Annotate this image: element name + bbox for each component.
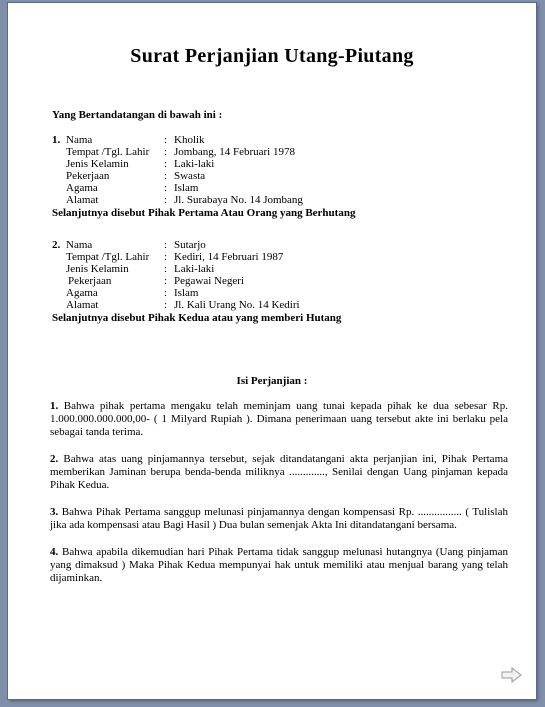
field-colon: : [164, 182, 168, 194]
clause-number: 4. [50, 546, 59, 558]
field-value: Laki-laki [174, 263, 215, 275]
field-row [52, 194, 355, 206]
field-label: Nama [66, 239, 93, 251]
clause-number: 1. [50, 400, 59, 412]
field-row [52, 287, 341, 299]
field-label: Jenis Kelamin [66, 263, 129, 275]
clause-item [50, 453, 508, 492]
field-colon: : [164, 251, 168, 263]
party-1 [52, 134, 355, 219]
field-value: Pegawai Negeri [174, 275, 244, 287]
field-colon: : [164, 239, 168, 251]
field-colon: : [164, 194, 168, 206]
clause-item [50, 546, 508, 585]
party-number: 1. [52, 134, 61, 146]
field-label: Agama [66, 182, 98, 194]
field-colon: : [164, 263, 168, 275]
field-label: Alamat [66, 299, 99, 311]
field-label: Jenis Kelamin [66, 158, 129, 170]
party-2 [52, 239, 341, 324]
field-colon: : [164, 287, 168, 299]
party-closing: Selanjutnya disebut Pihak Pertama Atau Orang yang Berhutang [52, 207, 356, 219]
intro-text: Yang Bertandatangan di bawah ini : [52, 109, 223, 121]
field-value: Islam [174, 287, 199, 299]
field-colon: : [164, 299, 168, 311]
clause-number: 2. [50, 453, 59, 465]
field-label: Agama [66, 287, 98, 299]
field-row [52, 251, 341, 263]
field-row [52, 299, 341, 311]
field-value: Laki-laki [174, 158, 215, 170]
field-colon: : [164, 275, 168, 287]
clause-list [50, 400, 508, 599]
field-label: Tempat /Tgl. Lahir [66, 146, 150, 158]
field-colon: : [164, 158, 168, 170]
field-label: Pekerjaan [68, 275, 112, 287]
field-value: Kediri, 14 Februari 1987 [174, 251, 284, 263]
field-label: Nama [66, 134, 93, 146]
field-row [52, 263, 341, 275]
field-label: Pekerjaan [66, 170, 110, 182]
field-value: Jl. Surabaya No. 14 Jombang [174, 194, 303, 206]
party-closing: Selanjutnya disebut Pihak Kedua atau yang memberi Hutang [52, 312, 342, 324]
field-row [52, 239, 341, 251]
clause-item [50, 506, 508, 532]
clause-text: Bahwa apabila dikemudian hari Pihak Pertama tidak sanggup melunasi hutangnya (Uang pinjaman yang dimaksud ) Maka Pihak Kedua mempunyai hak untuk memiliki atau menjual barang yang telah dijaminkan. [50, 546, 508, 584]
field-colon: : [164, 170, 168, 182]
field-value: Jombang, 14 Februari 1978 [174, 146, 295, 158]
field-value: Kholik [174, 134, 205, 146]
field-colon: : [164, 134, 168, 146]
field-value: Jl. Kali Urang No. 14 Kediri [174, 299, 300, 311]
field-row [52, 170, 355, 182]
document-page [8, 3, 536, 699]
clause-text: Bahwa pihak pertama mengaku telah meminjam uang tunai kepada pihak ke dua sebesar Rp. 1.000.000.000.000,00- ( 1 Milyard Rupiah ). Dimana penerimaan uang tersebut akte ini berlaku pela sebagai tanda terima. [50, 400, 508, 438]
clause-item [50, 400, 508, 439]
party-number: 2. [52, 239, 61, 251]
clause-number: 3. [50, 506, 59, 518]
clause-text: Bahwa atas uang pinjamannya tersebut, sejak ditandatangani akta perjanjian ini, Pihak Pertama memberikan Jaminan berupa benda-benda miliknya ............., Senilai dengan Uang pinjaman kepada Pihak Kedua. [50, 453, 509, 491]
document-title: Surat Perjanjian Utang-Piutang [130, 45, 414, 67]
field-label: Tempat /Tgl. Lahir [66, 251, 150, 263]
field-row [52, 182, 355, 194]
field-row [52, 134, 355, 146]
field-row [52, 158, 355, 170]
field-row [52, 146, 355, 158]
next-page-arrow-icon[interactable] [500, 665, 524, 685]
clause-text: Bahwa Pihak Pertama sanggup melunasi pinjamannya dengan kompensasi Rp. ................ ( Tulislah jika ada kompensasi atau Bagi Hasil ) Dua bulan semenjak Akta Ini ditandatangani bersama. [50, 506, 508, 531]
section-title: Isi Perjanjian : [236, 375, 308, 387]
field-label: Alamat [66, 194, 99, 206]
field-row [52, 275, 341, 287]
field-colon: : [164, 146, 168, 158]
field-value: Islam [174, 182, 199, 194]
field-value: Swasta [174, 170, 206, 182]
field-value: Sutarjo [174, 239, 206, 251]
